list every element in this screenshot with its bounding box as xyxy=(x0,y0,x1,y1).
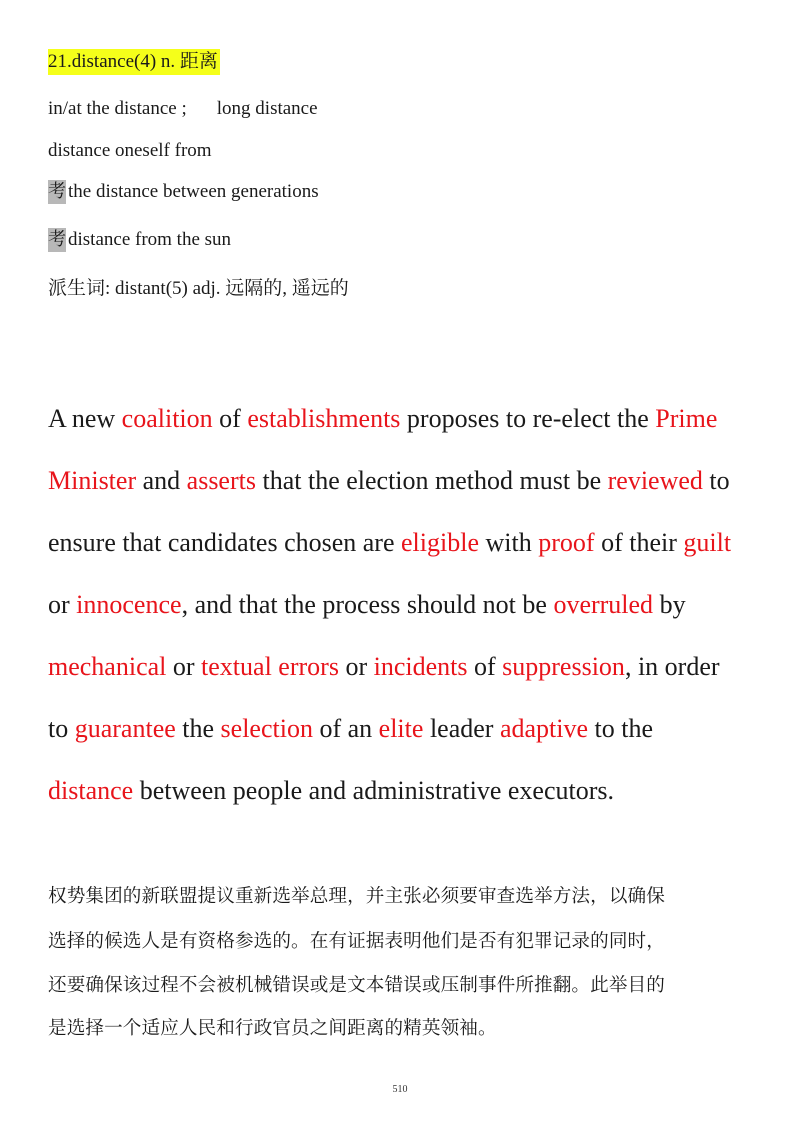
vocab-derivative xyxy=(48,277,349,301)
passage-zh-line: 是选择一个适应人民和行政官员之间距离的精英领袖。 xyxy=(48,1018,497,1039)
keyword-highlight: textual errors xyxy=(201,652,339,681)
derivative-text: 派生词: distant(5) adj. 远隔的, 遥远的 xyxy=(48,278,349,299)
passage-text: that the election method must be xyxy=(255,466,608,495)
keyword-highlight: establishments xyxy=(247,404,401,433)
passage-zh-line: 权势集团的新联盟提议重新选举总理，并主张必须要审查选举方法，以确保 xyxy=(48,886,665,907)
phrase-distance-oneself: distance oneself from xyxy=(48,140,212,161)
keyword-highlight: elite xyxy=(378,714,424,743)
passage-text: leader xyxy=(423,714,500,743)
keyword-highlight: guarantee xyxy=(74,714,176,743)
passage-en-line xyxy=(48,713,653,745)
passage-text: proposes to re-elect the xyxy=(400,404,656,433)
vocab-phrase-line-2 xyxy=(48,139,212,163)
keyword-highlight: asserts xyxy=(186,466,256,495)
keyword-highlight: guilt xyxy=(683,528,732,557)
keyword-highlight: coalition xyxy=(121,404,213,433)
passage-text: between people and administrative executors. xyxy=(133,776,615,805)
vocab-phrase-line-3 xyxy=(48,180,319,204)
passage-text: by xyxy=(653,590,686,619)
vocab-phrase-line-1 xyxy=(48,97,318,121)
passage-text: , and that the process should not be xyxy=(181,590,554,619)
exam-mark-badge: 考 xyxy=(48,181,66,202)
passage-text: to the xyxy=(588,714,654,743)
keyword-highlight: Prime xyxy=(655,404,718,433)
passage-en-line xyxy=(48,465,730,497)
vocab-phrase-line-4 xyxy=(48,228,231,252)
keyword-highlight: incidents xyxy=(373,652,468,681)
keyword-highlight: overruled xyxy=(553,590,654,619)
passage-text: or xyxy=(48,590,77,619)
keyword-highlight: innocence xyxy=(76,590,182,619)
passage-text: of their xyxy=(594,528,684,557)
passage-en-line xyxy=(48,775,614,807)
passage-text: to xyxy=(48,714,75,743)
keyword-highlight: distance xyxy=(48,776,134,805)
keyword-highlight: eligible xyxy=(401,528,479,557)
passage-text: with xyxy=(479,528,539,557)
passage-text: of xyxy=(212,404,248,433)
passage-text: of xyxy=(467,652,503,681)
keyword-highlight: mechanical xyxy=(48,652,167,681)
passage-text: of an xyxy=(312,714,379,743)
phrase-generations: the distance between generations xyxy=(68,181,319,202)
keyword-highlight: selection xyxy=(220,714,313,743)
passage-text: ensure that candidates chosen are xyxy=(48,528,402,557)
passage-text: or xyxy=(338,652,374,681)
passage-en-line xyxy=(48,403,717,435)
vocab-headword xyxy=(48,50,220,74)
keyword-highlight: Minister xyxy=(48,466,137,495)
passage-text: A new xyxy=(48,404,122,433)
passage-text: the xyxy=(175,714,221,743)
passage-text: or xyxy=(166,652,202,681)
keyword-highlight: reviewed xyxy=(607,466,703,495)
phrase-in-at-distance: in/at the distance ; xyxy=(48,98,187,119)
passage-zh-line: 选择的候选人是有资格参选的。在有证据表明他们是否有犯罪记录的同时， xyxy=(48,931,665,952)
page-number: 510 xyxy=(392,1084,408,1095)
passage-en-line xyxy=(48,651,720,683)
keyword-highlight: adaptive xyxy=(499,714,589,743)
passage-zh-line: 还要确保该过程不会被机械错误或是文本错误或压制事件所推翻。此举目的 xyxy=(48,975,665,996)
phrase-from-sun: distance from the sun xyxy=(68,229,232,250)
keyword-highlight: proof xyxy=(538,528,595,557)
keyword-highlight: suppression xyxy=(502,652,625,681)
headword-highlight: 21.distance(4) n. 距离 xyxy=(48,49,220,75)
exam-mark-badge: 考 xyxy=(48,229,66,250)
passage-en-line xyxy=(48,527,731,559)
phrase-long-distance: long distance xyxy=(216,98,318,119)
passage-en-line xyxy=(48,589,686,621)
passage-text: , in order xyxy=(624,652,720,681)
passage-text: to xyxy=(702,466,730,495)
passage-text: and xyxy=(136,466,187,495)
